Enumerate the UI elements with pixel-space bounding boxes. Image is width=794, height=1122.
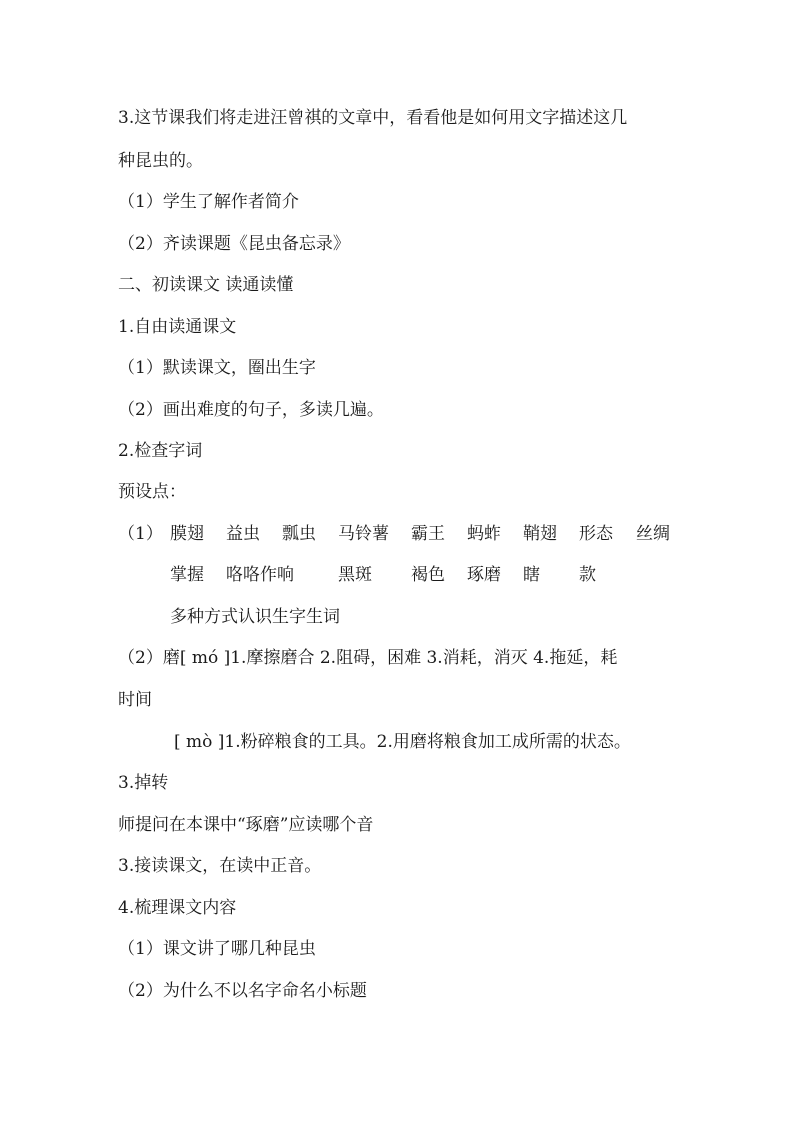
list-item: （2）画出难度的句子，多读几遍。 (118, 400, 384, 420)
paragraph-line: 种昆虫的。 (118, 151, 203, 171)
list-item: （1）学生了解作者简介 (118, 192, 299, 212)
subsection-heading: 3.掉转 (118, 773, 169, 793)
vocab-word: 瓢虫 (282, 524, 316, 544)
definition-line: [ mò ]1.粉碎粮食的工具。2.用磨将粮食加工成所需的状态。 (174, 732, 631, 752)
subsection-heading: 2.检查字词 (118, 441, 203, 461)
paragraph-line: 3.这节课我们将走进汪曾祺的文章中，看看他是如何用文字描述这几 (118, 108, 628, 128)
section-heading: 二、初读课文 读通读懂 (118, 275, 294, 295)
definition-line: （2）磨[ mó ]1.摩擦磨合 2.阻碍，困难 3.消耗，消灭 4.拖延，耗 (118, 648, 618, 668)
paragraph-line: 预设点： (118, 482, 186, 502)
vocab-word: 益虫 (226, 524, 260, 544)
subsection-heading: 3.接读课文，在读中正音。 (118, 856, 322, 876)
vocab-word: 形态 (579, 524, 613, 544)
vocab-word: 款 (579, 565, 596, 585)
vocab-word: 咯咯作响 (226, 565, 294, 585)
list-item: （2）为什么不以名字命名小标题 (118, 981, 367, 1001)
vocab-word: 黑斑 (338, 565, 372, 585)
vocab-word: 蚂蚱 (467, 524, 501, 544)
vocab-word: 马铃薯 (338, 524, 389, 544)
vocab-row (118, 523, 678, 545)
vocab-word: 霸王 (411, 524, 445, 544)
definition-line: 时间 (118, 690, 152, 710)
vocab-word: 褐色 (411, 565, 445, 585)
vocab-word: 膜翅 (170, 524, 204, 544)
list-item: （2）齐读课题《昆虫备忘录》 (118, 234, 350, 254)
paragraph-line: 师提问在本课中“琢磨”应读哪个音 (118, 815, 374, 835)
list-item: （1）默读课文，圈出生字 (118, 358, 316, 378)
subsection-heading: 1.自由读通课文 (118, 317, 237, 337)
vocab-word: 鞘翅 (523, 524, 557, 544)
list-item: （1）课文讲了哪几种昆虫 (118, 939, 316, 959)
paragraph-line: 多种方式认识生字生词 (170, 607, 340, 627)
vocab-word: 丝绸 (636, 524, 670, 544)
vocab-word: 瞎 (523, 565, 540, 585)
vocab-word: 掌握 (170, 565, 204, 585)
vocab-row (118, 564, 618, 586)
subsection-heading: 4.梳理课文内容 (118, 898, 237, 918)
vocab-word: 琢磨 (467, 565, 501, 585)
vocab-prefix: （1） (118, 524, 163, 544)
